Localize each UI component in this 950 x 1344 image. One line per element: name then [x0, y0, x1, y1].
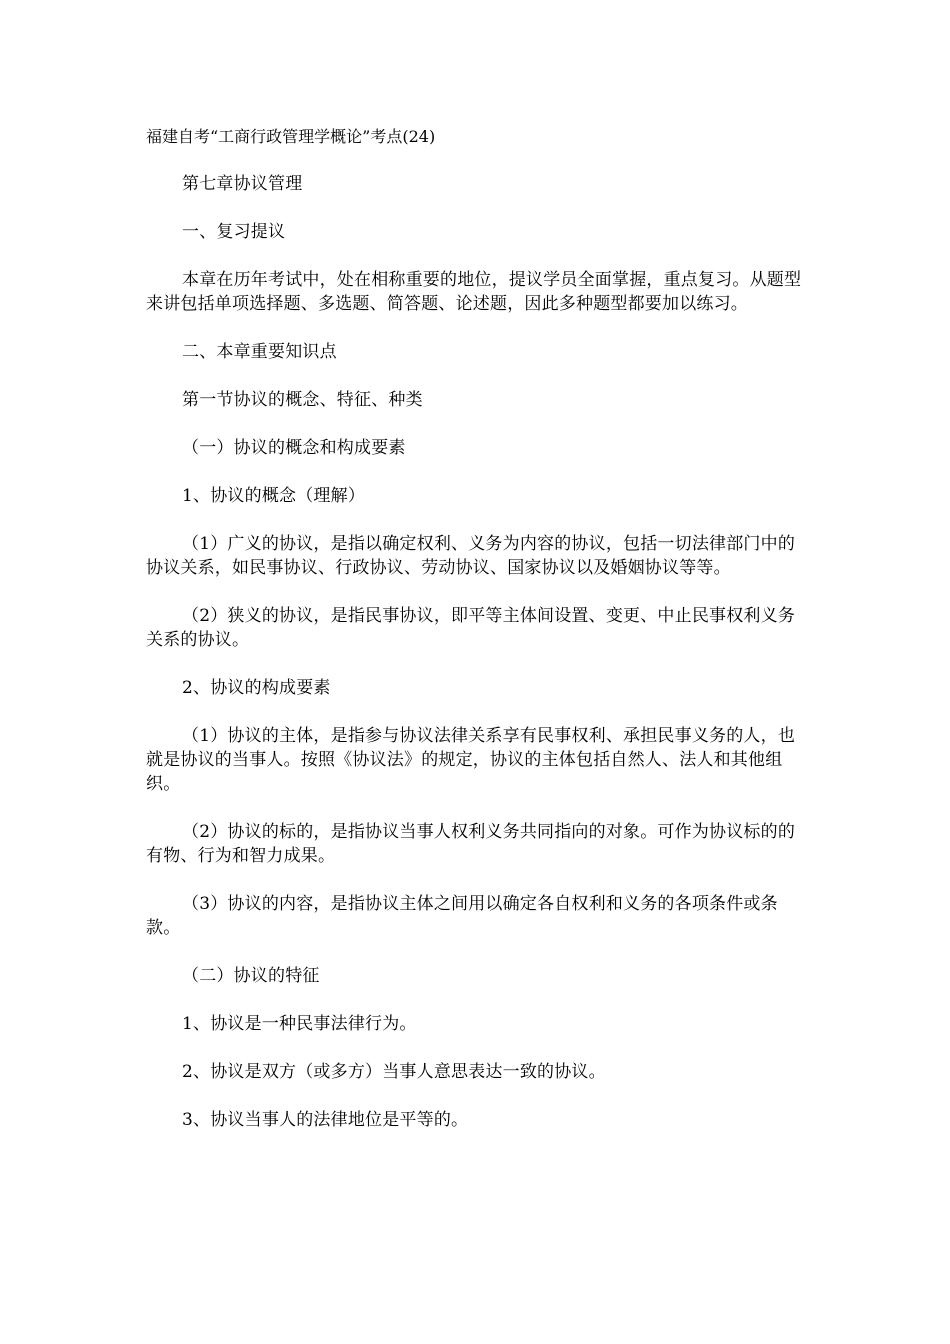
body-paragraph: （1）协议的主体，是指参与协议法律关系享有民事权利、承担民事义务的人，也就是协议的当事人。按照《协议法》的规定，协议的主体包括自然人、法人和其他组织。	[146, 726, 796, 794]
item-heading: 1、协议的概念（理解）	[182, 486, 366, 506]
list-item: 2、协议是双方（或多方）当事人意思表达一致的协议。	[182, 1062, 606, 1082]
sub-subsection-heading: （一）协议的概念和构成要素	[182, 438, 406, 458]
document-body	[146, 126, 806, 1156]
item-heading: 2、协议的构成要素	[182, 678, 331, 698]
body-paragraph: （2）协议的标的，是指协议当事人权利义务共同指向的对象。可作为协议标的的有物、行为和智力成果。	[146, 822, 796, 866]
document-title: 福建自考“工商行政管理学概论”考点(24)	[146, 127, 436, 146]
body-paragraph: （2）狭义的协议，是指民事协议，即平等主体间设置、变更、中止民事权利义务关系的协议。	[146, 606, 796, 650]
review-paragraph: 本章在历年考试中，处在相称重要的地位，提议学员全面掌握，重点复习。从题型来讲包括单项选择题、多选题、简答题、论述题，因此多种题型都要加以练习。	[146, 270, 802, 314]
chapter-heading: 第七章协议管理	[182, 174, 303, 194]
list-item: 1、协议是一种民事法律行为。	[182, 1014, 417, 1034]
sub-subsection-heading: （二）协议的特征	[182, 966, 320, 986]
section-heading-key-points: 二、本章重要知识点	[182, 342, 337, 362]
section-heading-review: 一、复习提议	[182, 222, 286, 242]
body-paragraph: （3）协议的内容，是指协议主体之间用以确定各自权利和义务的各项条件或条款。	[146, 894, 778, 938]
list-item: 3、协议当事人的法律地位是平等的。	[182, 1110, 469, 1130]
subsection-heading: 第一节协议的概念、特征、种类	[182, 390, 423, 410]
body-paragraph: （1）广义的协议，是指以确定权利、义务为内容的协议，包括一切法律部门中的协议关系，如民事协议、行政协议、劳动协议、国家协议以及婚姻协议等等。	[146, 534, 796, 578]
